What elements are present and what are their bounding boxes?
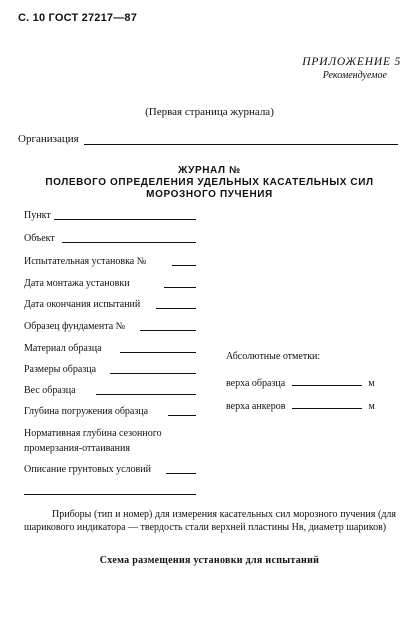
page-header: С. 10 ГОСТ 27217—87 [18, 12, 138, 24]
field-line [164, 287, 196, 288]
field-punkt: Пункт [24, 210, 51, 221]
mark-label: верха образца [226, 378, 286, 389]
field-end-date: Дата окончания испытаний [24, 299, 141, 310]
organization-line [84, 144, 398, 145]
field-line [140, 330, 196, 331]
field-material: Материал образца [24, 343, 102, 354]
appendix-title: ПРИЛОЖЕНИЕ 5 [302, 56, 401, 68]
schema-title: Схема размещения установки для испытаний [99, 555, 320, 566]
mark-line [292, 376, 362, 386]
field-norm-depth: Нормативная глубина сезонного [24, 428, 162, 439]
absolute-marks-title: Абсолютные отметки: [226, 351, 321, 362]
mark-unit: м [368, 401, 375, 412]
field-line [54, 219, 196, 220]
field-line [168, 415, 196, 416]
journal-title-line2: ПОЛЕВОГО ОПРЕДЕЛЕНИЯ УДЕЛЬНЫХ КАСАТЕЛЬНЫХ СИЛ [45, 177, 374, 188]
field-foundation-sample: Образец фундамента № [24, 321, 126, 332]
mark-row-anchor-top [226, 399, 375, 412]
field-soil-description: Описание грунтовых условий [24, 464, 151, 475]
field-line [110, 373, 196, 374]
mark-unit: м [368, 378, 375, 389]
field-line [120, 352, 196, 353]
journal-title-line3: МОРОЗНОГО ПУЧЕНИЯ [146, 189, 273, 200]
blank-line [24, 494, 196, 495]
mark-row-sample-top [226, 376, 375, 389]
field-freeze-thaw: промерзания-оттаивания [24, 443, 130, 454]
mark-label: верха анкеров [226, 401, 286, 412]
page-note: (Первая страница журнала) [145, 106, 274, 118]
field-weight: Вес образца [24, 385, 76, 396]
organization-label: Организация [18, 133, 79, 145]
instruments-paragraph: Приборы (тип и номер) для измерения касательных сил морозного пучения (для шарикового индикатора — твердость стали верхней пластины Нв, диаметр шариков) [24, 509, 396, 533]
field-object: Объект [24, 233, 55, 244]
field-line [62, 242, 196, 243]
field-depth: Глубина погружения образца [24, 406, 149, 417]
field-line [172, 265, 196, 266]
mark-line [292, 399, 362, 409]
journal-title-line1: ЖУРНАЛ № [178, 165, 241, 176]
field-test-installation: Испытательная установка № [24, 256, 147, 267]
field-line [96, 394, 196, 395]
field-size: Размеры образца [24, 364, 97, 375]
field-line [156, 308, 196, 309]
field-mount-date: Дата монтажа установки [24, 278, 130, 289]
appendix-subtitle: Рекомендуемое [322, 70, 387, 81]
field-line [166, 473, 196, 474]
